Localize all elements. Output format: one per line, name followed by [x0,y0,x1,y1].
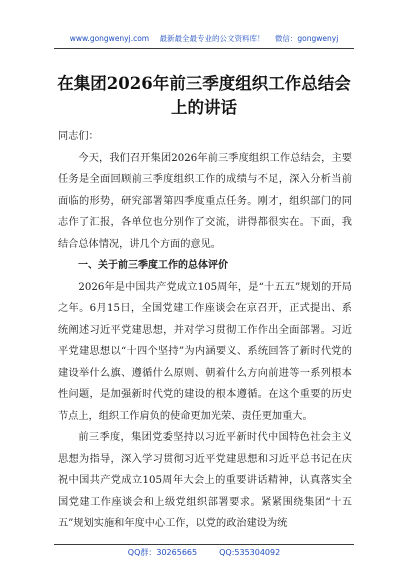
page-header [0,33,408,44]
footer-qq-group: QQ群：30265665 [127,548,198,557]
header-divider [54,48,354,49]
header-wechat: 微信：gongwenyj [274,34,339,43]
body-paragraph: 前三季度，集团党委坚持以习近平新时代中国特色社会主义思想为指导，深入学习贯彻习近平党建思想和习近平总书记在庆祝中国共产党成立105周年大会上的重要讲话精神，认真落实全国党建工作座谈会和上级党组织部署要求。紧紧围绕集团“十五五”规划实施和年度中心工作，以党的政治建设为统 [58,432,352,529]
section-heading: 一、关于前三季度工作的总体评价 [78,260,228,271]
page-footer [0,547,408,558]
document-title: 在集团2026年前三季度组织工作总结会上的讲话 [57,74,351,117]
body-paragraph: 2026年是中国共产党成立105周年，是“十五五”规划的开局之年。6月15日，全国党建工作座谈会在京召开，正式提出、系统阐述习近平党建思想，并对学习贯彻工作作出全面部署。习近平党建思想以“十四个坚持”为内涵要义、系统回答了新时代党的建设举什么旗、遵循什么原则、朝着什么方向前进等一系列根本性问题，是加强新时代党的建设的根本遵循。在这个重要的历史节点上，组织工作肩负的使命更加光荣、责任更加重大。 [58,281,352,422]
document-body [58,126,352,535]
footer-qq: QQ:535304092 [219,548,281,557]
salutation: 同志们： [58,131,99,142]
header-slogan: 最新最全最专业的公文资料库！ [159,34,265,43]
footer-divider [54,544,354,545]
header-website-link[interactable]: www.gongwenyj.com [69,34,150,43]
body-paragraph: 今天，我们召开集团2026年前三季度组织工作总结会，主要任务是全面回顾前三季度组织工作的成绩与不足，深入分析当前面临的形势，研究部署第四季度重点任务。刚才，组织部门的同志作了汇报，各单位也分别作了交流，讲得都很实在。下面，我结合总体情况，讲几个方面的意见。 [58,152,352,250]
